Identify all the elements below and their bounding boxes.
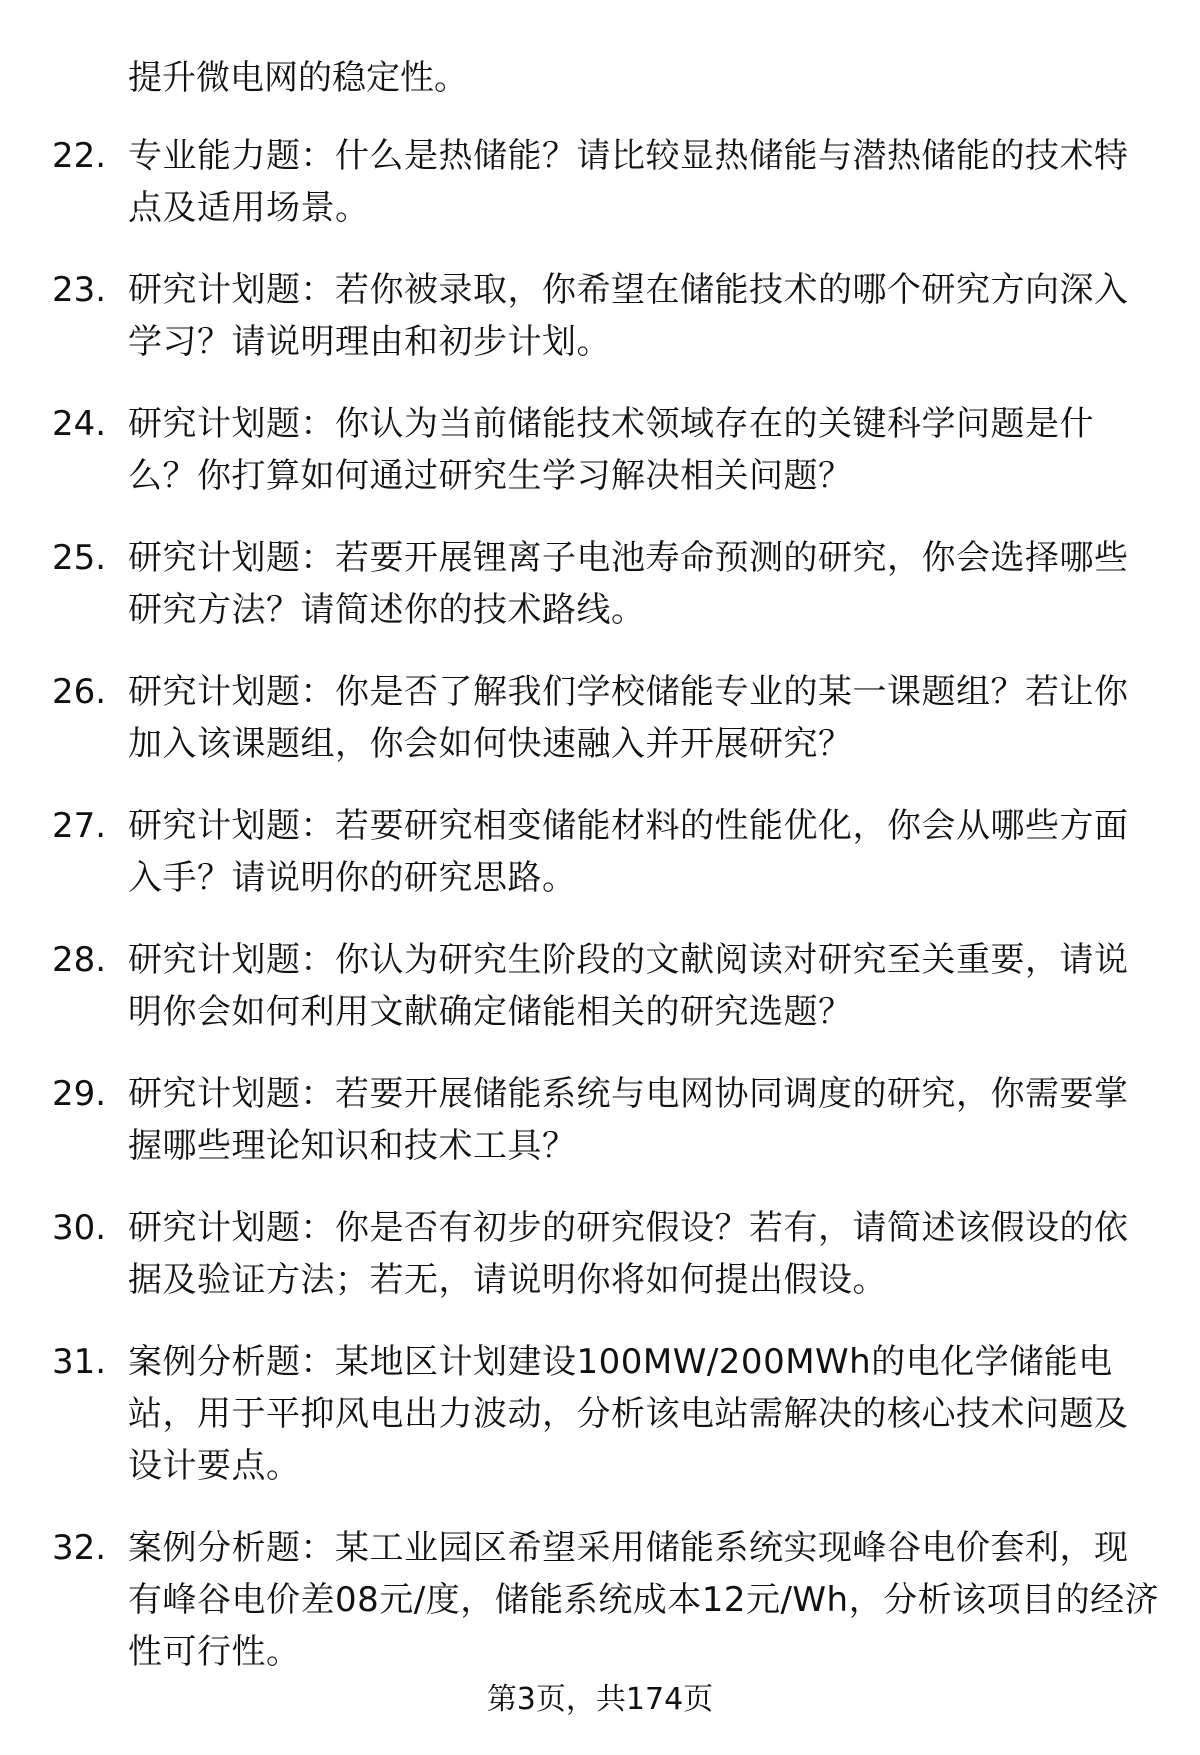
question-number: 27. xyxy=(52,806,107,846)
question-text: 研究计划题：若你被录取，你希望在储能技术的哪个研究方向深入学习？请说明理由和初步计划。 xyxy=(128,270,1129,362)
question-number: 23. xyxy=(52,270,107,310)
question-text: 专业能力题：什么是热储能？请比较显热储能与潜热储能的技术特点及适用场景。 xyxy=(128,136,1129,228)
question-item xyxy=(52,1522,1162,1678)
question-item xyxy=(52,800,1162,904)
question-text: 研究计划题：若要开展锂离子电池寿命预测的研究，你会选择哪些研究方法？请简述你的技术路线。 xyxy=(128,538,1129,630)
question-number: 32. xyxy=(52,1528,107,1568)
question-item xyxy=(52,934,1162,1038)
question-text: 研究计划题：你是否有初步的研究假设？若有，请简述该假设的依据及验证方法；若无，请说明你将如何提出假设。 xyxy=(128,1208,1129,1300)
question-number: 22. xyxy=(52,136,107,176)
question-item xyxy=(52,130,1162,234)
question-item xyxy=(52,1336,1162,1492)
question-item xyxy=(52,1202,1162,1306)
question-text: 研究计划题：你是否了解我们学校储能专业的某一课题组？若让你加入该课题组，你会如何快速融入并开展研究？ xyxy=(128,672,1129,764)
question-item xyxy=(52,666,1162,770)
question-item xyxy=(52,1068,1162,1172)
question-text: 研究计划题：你认为研究生阶段的文献阅读对研究至关重要，请说明你会如何利用文献确定储能相关的研究选题？ xyxy=(128,940,1129,1032)
question-item xyxy=(52,264,1162,368)
question-number: 26. xyxy=(52,672,107,712)
question-number: 31. xyxy=(52,1342,107,1382)
question-number: 30. xyxy=(52,1208,107,1248)
question-text: 研究计划题：若要开展储能系统与电网协同调度的研究，你需要掌握哪些理论知识和技术工具？ xyxy=(128,1074,1129,1166)
continuation-text: 提升微电网的稳定性。 xyxy=(128,58,468,98)
question-number: 25. xyxy=(52,538,107,578)
question-list xyxy=(52,130,1162,1708)
question-item xyxy=(52,532,1162,636)
question-text: 研究计划题：你认为当前储能技术领域存在的关键科学问题是什么？你打算如何通过研究生学习解决相关问题？ xyxy=(128,404,1094,496)
question-text: 案例分析题：某工业园区希望采用储能系统实现峰谷电价套利，现有峰谷电价差08元/度，储能系统成本12元/Wh，分析该项目的经济性可行性。 xyxy=(128,1528,1160,1672)
question-item xyxy=(52,398,1162,502)
question-text: 案例分析题：某地区计划建设100MW/200MWh的电化学储能电站，用于平抑风电出力波动，分析该电站需解决的核心技术问题及设计要点。 xyxy=(128,1342,1129,1486)
question-number: 29. xyxy=(52,1074,107,1114)
question-number: 28. xyxy=(52,940,107,980)
question-text: 研究计划题：若要研究相变储能材料的性能优化，你会从哪些方面入手？请说明你的研究思路。 xyxy=(128,806,1129,898)
page-footer: 第3页，共174页 xyxy=(486,1682,714,1717)
question-number: 24. xyxy=(52,404,107,444)
